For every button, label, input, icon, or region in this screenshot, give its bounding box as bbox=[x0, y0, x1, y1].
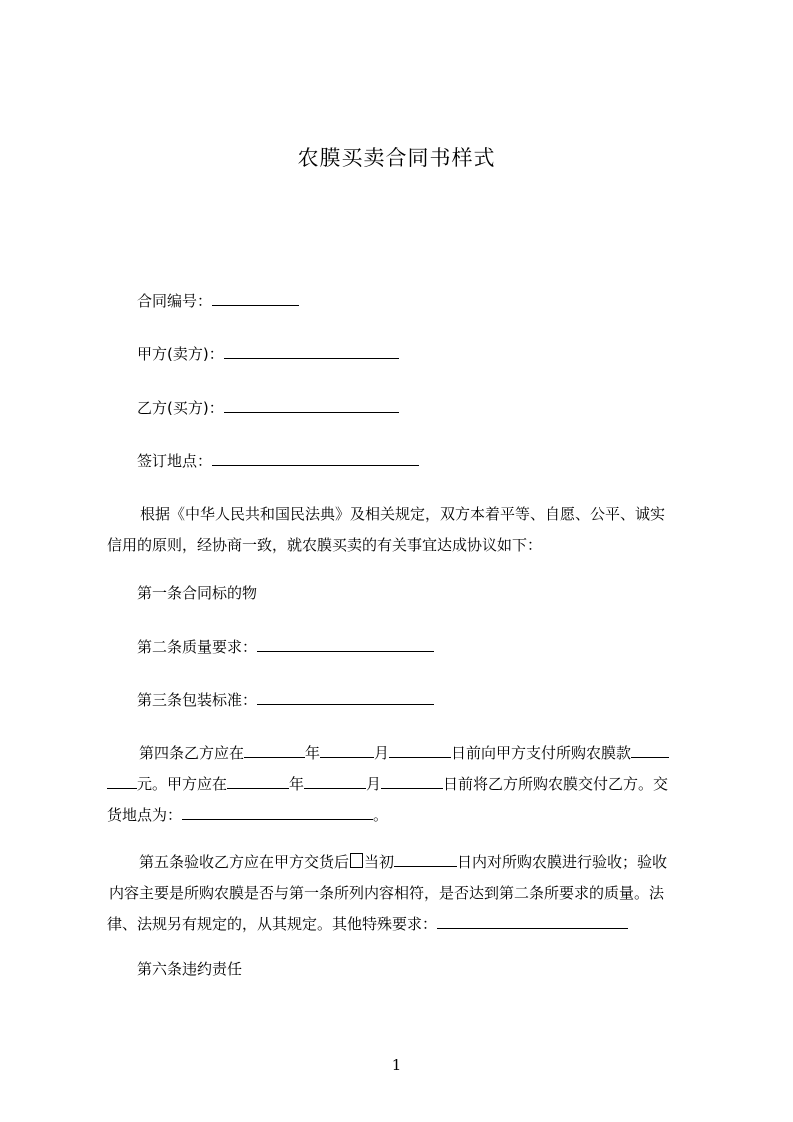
article-4-line-3: 货地点为： 。 bbox=[107, 806, 389, 824]
article-4-line-2: 元。甲方应在 年 月 日前将乙方所购农膜交付乙方。交 bbox=[107, 769, 668, 800]
article-5-line-2: 内容主要是所购农膜是否与第一条所列内容相符，是否达到第二条所要求的质量。法 bbox=[109, 884, 665, 902]
sign-place-blank[interactable] bbox=[212, 451, 419, 466]
article-1-heading: 第一条合同标的物 bbox=[137, 584, 258, 602]
contract-number-blank[interactable] bbox=[212, 291, 299, 306]
article-2-row bbox=[137, 637, 434, 657]
delivery-location-blank[interactable] bbox=[182, 805, 373, 820]
party-b-label: 乙方(买方)： bbox=[137, 399, 224, 417]
party-a-label: 甲方(卖方)： bbox=[137, 345, 224, 363]
payment-day-blank[interactable] bbox=[389, 743, 451, 758]
special-requirements-blank[interactable] bbox=[437, 914, 628, 929]
article-5-line-3: 律、法规另有规定的，从其规定。其他特殊要求： bbox=[107, 909, 628, 940]
party-a-row bbox=[137, 344, 399, 364]
intro-line-2: 信用的原则，经协商一致，就农膜买卖的有关事宜达成协议如下： bbox=[107, 536, 543, 554]
intro-line-1: 根据《中华人民共和国民法典》及相关规定，双方本着平等、自愿、公平、诚实 bbox=[140, 505, 666, 523]
article-6-heading: 第六条违约责任 bbox=[137, 960, 243, 978]
party-a-blank[interactable] bbox=[224, 344, 399, 359]
quality-requirement-blank[interactable] bbox=[257, 637, 434, 652]
article-4-line-1: 第四条乙方应在 年 月 日前向甲方支付所购农膜款 bbox=[139, 738, 669, 769]
packaging-standard-blank[interactable] bbox=[257, 690, 434, 705]
delivery-year-blank[interactable] bbox=[227, 774, 289, 789]
payment-month-blank[interactable] bbox=[320, 743, 374, 758]
delivery-day-blank[interactable] bbox=[381, 774, 443, 789]
page-number: 1 bbox=[391, 1056, 402, 1074]
article-3-label: 第三条包装标准： bbox=[137, 691, 258, 709]
party-b-row bbox=[137, 398, 399, 418]
checkbox-glyph-icon bbox=[350, 853, 363, 868]
sign-place-row bbox=[137, 451, 419, 471]
sign-place-label: 签订地点： bbox=[137, 452, 213, 470]
article-2-label: 第二条质量要求： bbox=[137, 638, 258, 656]
article-3-row bbox=[137, 690, 434, 710]
delivery-month-blank[interactable] bbox=[304, 774, 366, 789]
party-b-blank[interactable] bbox=[224, 398, 399, 413]
payment-amount-blank-1[interactable] bbox=[631, 743, 669, 758]
payment-amount-blank-2[interactable] bbox=[107, 774, 137, 789]
payment-year-blank[interactable] bbox=[244, 743, 305, 758]
article-5-line-1: 第五条验收乙方应在甲方交货后 当初 日内对所购农膜进行验收；验收 bbox=[139, 853, 668, 871]
contract-number-label: 合同编号： bbox=[137, 292, 213, 310]
contract-number-row bbox=[137, 291, 299, 311]
inspection-days-blank[interactable] bbox=[394, 852, 457, 867]
document-title: 农膜买卖合同书样式 bbox=[297, 146, 496, 170]
